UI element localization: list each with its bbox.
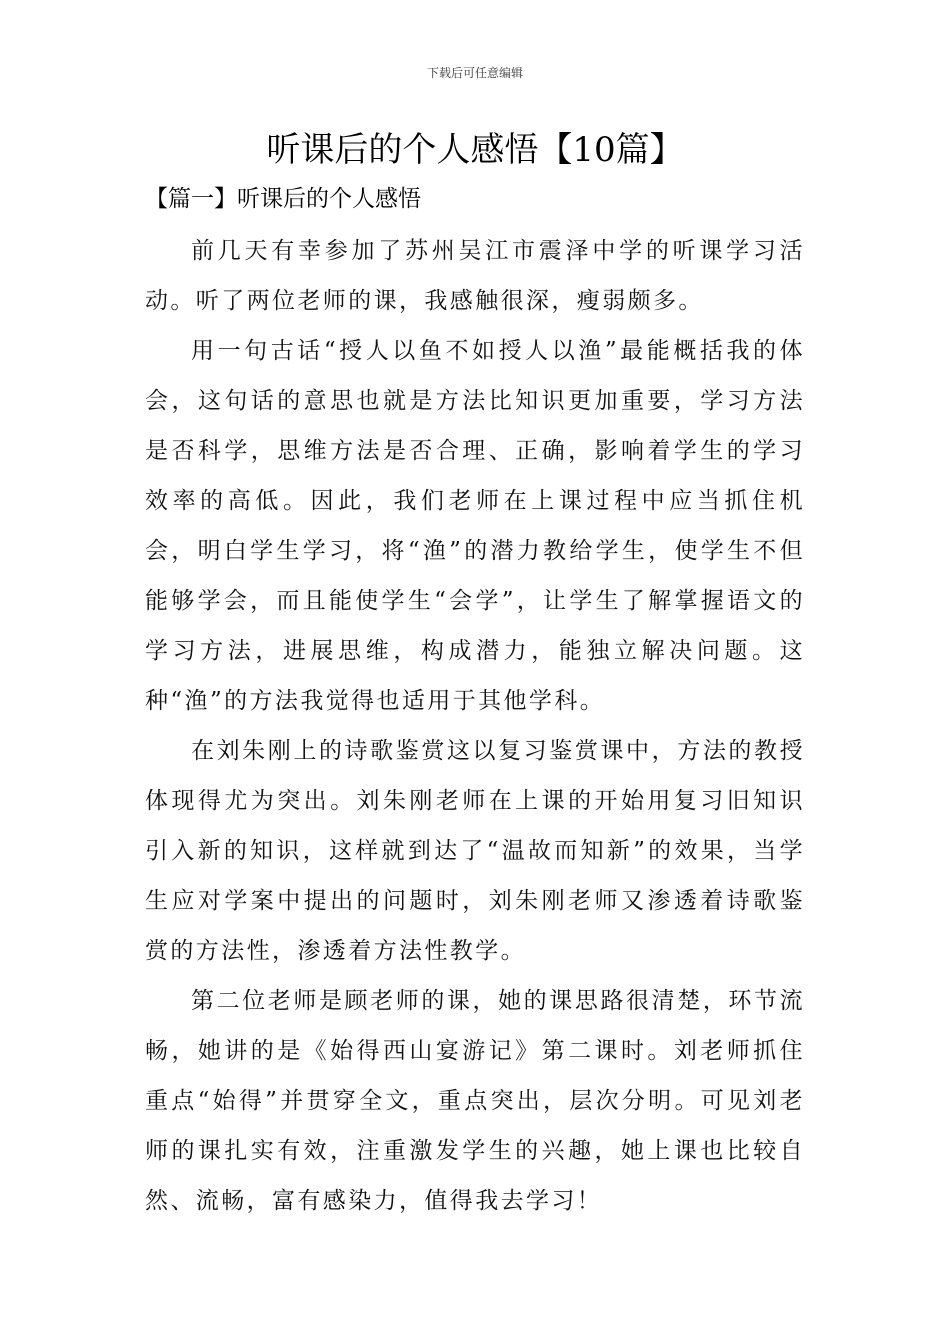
section-heading: 【篇一】听课后的个人感悟 (145, 186, 421, 212)
paragraph-1: 前几天有幸参加了苏州吴江市震泽中学的听课学习活动。听了两位老师的课，我感触很深，瘦弱颇多。 (145, 238, 805, 314)
paragraph-4: 第二位老师是顾老师的课，她的课思路很清楚，环节流畅，她讲的是《始得西山宴游记》第二课时。刘老师抓住重点“始得”并贯穿全文，重点突出，层次分明。可见刘老师的课扎实有效，注重激发学生的兴趣，她上课也比较自然、流畅，富有感染力，值得我去学习！ (145, 988, 805, 1214)
body-text (145, 226, 805, 1226)
header-note: 下载后可任意编辑 (426, 66, 523, 80)
paragraph-2: 用一句古话“授人以鱼不如授人以渔”最能概括我的体会，这句话的意思也就是方法比知识更加重要，学习方法是否科学，思维方法是否合理、正确，影响着学生的学习效率的高低。因此，我们老师在上课过程中应当抓住机会，明白学生学习，将“渔”的潜力教给学生，使学生不但能够学会，而且能使学生“会学”，让学生了解掌握语文的学习方法，进展思维，构成潜力，能独立解决问题。这种“渔”的方法我觉得也适用于其他学科。 (145, 338, 805, 714)
paragraph-3: 在刘朱刚上的诗歌鉴赏这以复习鉴赏课中，方法的教授体现得尤为突出。刘朱刚老师在上课的开始用复习旧知识引入新的知识，这样就到达了“温故而知新”的效果，当学生应对学案中提出的问题时，刘朱刚老师又渗透着诗歌鉴赏的方法性，渗透着方法性教学。 (145, 738, 805, 964)
document-title: 听课后的个人感悟【10篇】 (266, 130, 684, 170)
